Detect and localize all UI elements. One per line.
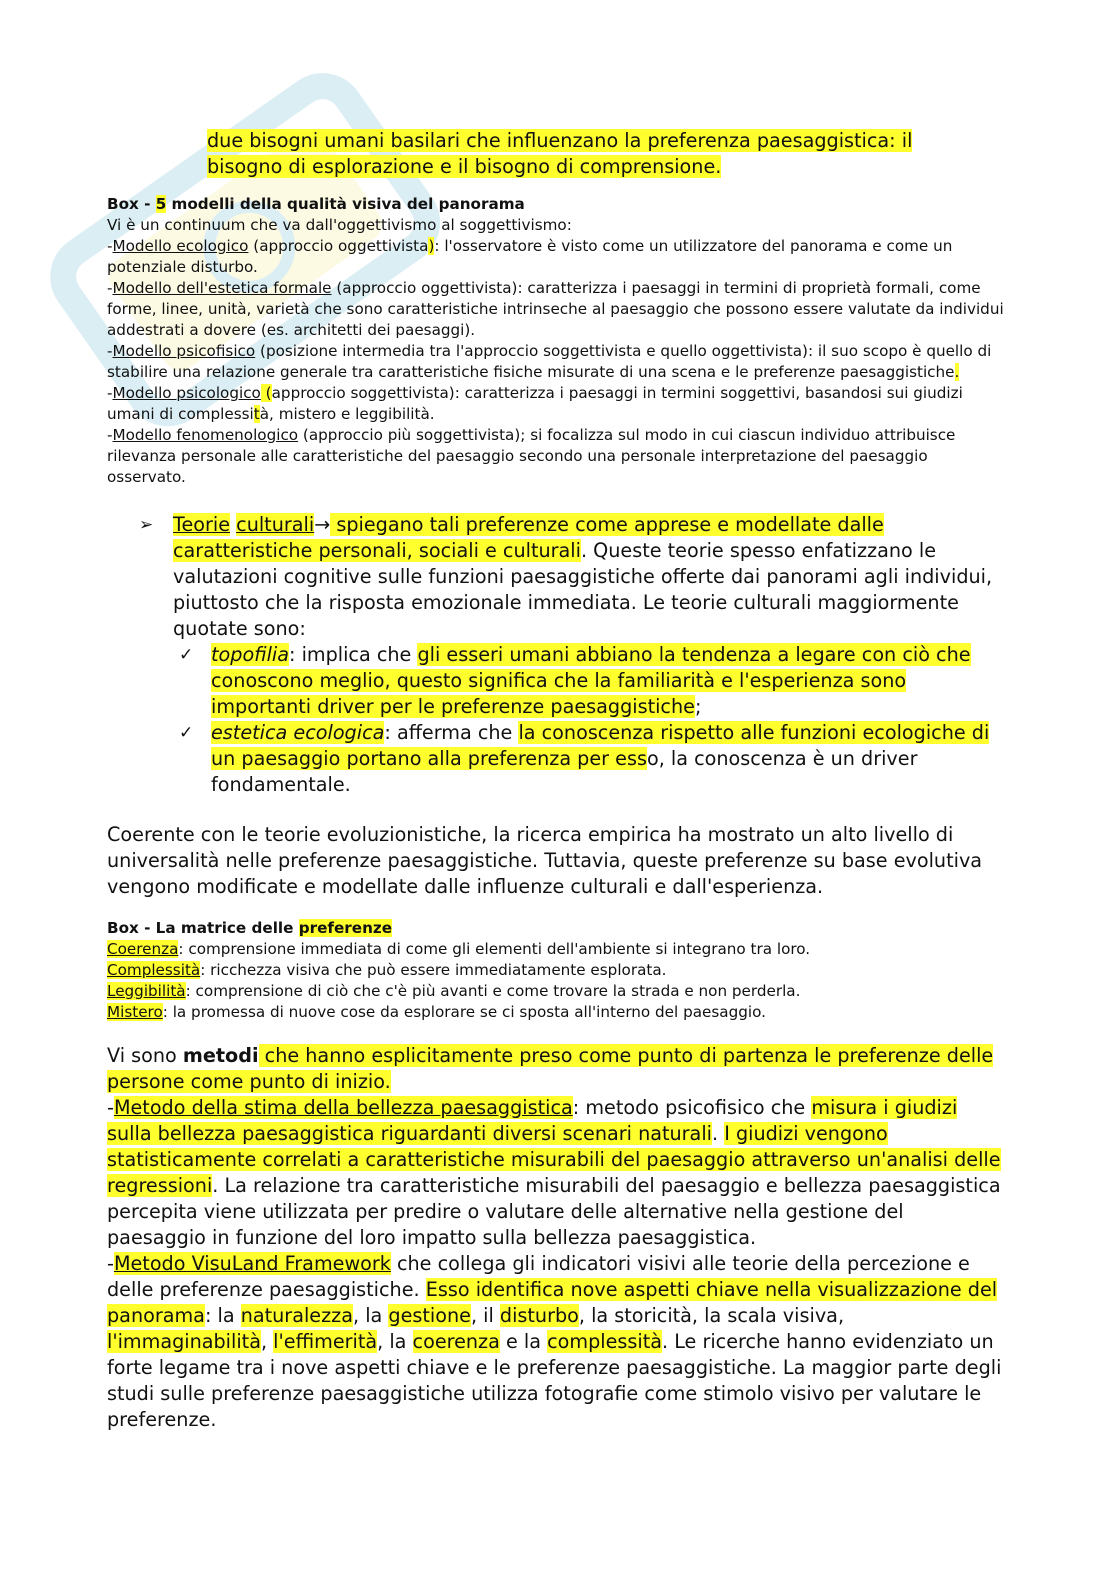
check-item-topofilia: ✓ topofilia: implica che gli esseri umani abbiano la tendenza a legare con ciò che conoscono meglio, questo significa che la familiarità e l'esperienza sono importanti driver per le preferenze paesaggistiche; — [179, 643, 971, 718]
box2-item: Coerenza: comprensione immediata di come gli elementi dell'ambiente si integrano tra loro. — [107, 940, 811, 958]
check-item-estetica-ecologica: ✓ estetica ecologica: afferma che la conoscenza rispetto alle funzioni ecologiche di un paesaggio portano alla preferenza per esso, la conoscenza è un driver fondamentale. — [179, 721, 990, 796]
box1-intro: Vi è un continuum che va dall'oggettivismo al soggettivismo: — [107, 216, 572, 234]
methods-section — [107, 1043, 1007, 1433]
intro-paragraph: due bisogni umani basilari che influenzano la preferenza paesaggistica: il bisogno di esplorazione e il bisogno di comprensione. — [207, 129, 913, 178]
box2-item: Mistero: la promessa di nuove cose da esplorare se ci sposta all'interno del paesaggio. — [107, 1003, 766, 1021]
document-page — [107, 128, 1007, 1433]
right-arrow-icon: → — [314, 513, 331, 536]
box1-item: -Modello ecologico (approccio oggettivista): l'osservatore è visto come un utilizzatore del panorama e come un potenziale disturbo. — [107, 237, 953, 276]
box1-item: -Modello fenomenologico (approccio più soggettivista); si focalizza sul modo in cui ciascun individuo attribuisce rilevanza personale alle caratteristiche del paesaggio secondo una personale interpretazione del paesaggio osservato. — [107, 426, 956, 486]
box-visual-quality-models — [107, 194, 1007, 488]
box2-item: Complessità: ricchezza visiva che può essere immediatamente esplorata. — [107, 961, 667, 979]
box1-item: -Modello dell'estetica formale (approccio oggettivista): caratterizza i paesaggi in termini di proprietà formali, come forme, linee, unità, varietà che sono caratteristiche intrinseche al paesaggio che possono essere valutate da individui addestrati a dovere (es. architetti dei paesaggi). — [107, 279, 1004, 339]
box-preference-matrix — [107, 918, 1007, 1023]
arrow-bullet-icon: ➢ — [139, 515, 154, 535]
checkmark-icon: ✓ — [179, 645, 194, 665]
coherent-paragraph: Coerente con le teorie evoluzionistiche, la ricerca empirica ha mostrato un alto livello di universalità nelle preferenze paesaggistiche. Tuttavia, queste preferenze su base evolutiva vengono modificate e modellate dalle influenze culturali e dall'esperienza. — [107, 823, 983, 898]
checkmark-icon: ✓ — [179, 723, 194, 743]
methods-intro: Vi sono metodi che hanno esplicitamente preso come punto di partenza le preferenze delle persone come punto di inizio. — [107, 1044, 994, 1093]
box1-title: Box - 5 modelli della qualità visiva del panorama — [107, 195, 525, 213]
box2-title: Box - La matrice delle preferenze — [107, 919, 393, 937]
box1-item: -Modello psicofisico (posizione intermedia tra l'approccio soggettivista e quello oggettivista): il suo scopo è quello di stabilire una relazione generale tra caratteristiche fisiche misurate di una scena e le preferenze paesaggistiche. — [107, 342, 992, 381]
method-visuland: -Metodo VisuLand Framework che collega gli indicatori visivi alle teorie della percezione e delle preferenze paesaggistiche. Esso identifica nove aspetti chiave nella visualizzazione del panorama: la naturalezza, la gestione, il disturbo, la storicità, la scala visiva, l'immaginabilità, l'effimerità, la coerenza e la complessità. Le ricerche hanno evidenziato un forte legame tra i nove aspetti chiave e le preferenze paesaggistiche. La maggior parte degli studi sulle preferenze paesaggistiche utilizza fotografie come stimolo visivo per valutare le preferenze. — [107, 1252, 1002, 1431]
box2-item: Leggibilità: comprensione di ciò che c'è più avanti e come trovare la strada e non perderla. — [107, 982, 801, 1000]
cultural-theories-item: ➢ Teorie culturali→ spiegano tali preferenze come apprese e modellate dalle caratteristiche personali, sociali e culturali. Queste teorie spesso enfatizzano le valutazioni cognitive sulle funzioni paesaggistiche offerte dai panorami agli individui, piuttosto che la risposta emozionale immediata. Le teorie culturali maggiormente quotate sono: ✓ topofilia: implica che gli esseri umani abbiano la tendenza a legare con ciò che conoscono meglio, questo significa che la familiarità e l'esperienza sono importanti driver per le preferenze paesaggistiche; ✓ estetica ecologica: afferma che la conoscenza rispetto alle funzioni ecologiche di un paesaggio portano alla preferenza per esso, la conoscenza è un driver fondamentale. — [107, 512, 1007, 798]
box1-item: -Modello psicologico (approccio soggettivista): caratterizza i paesaggi in termini soggettivi, basandosi sui giudizi umani di complessità, mistero e leggibilità. — [107, 384, 963, 423]
method-beauty-estimation: -Metodo della stima della bellezza paesaggistica: metodo psicofisico che misura i giudizi sulla bellezza paesaggistica riguardanti diversi scenari naturali. I giudizi vengono statisticamente correlati a caratteristiche misurabili del paesaggio attraverso un'analisi delle regressioni. La relazione tra caratteristiche misurabili del paesaggio e bellezza paesaggistica percepita viene utilizzata per predire o valutare delle alternative nella gestione del paesaggio in funzione del loro impatto sulla bellezza paesaggistica. — [107, 1096, 1001, 1249]
